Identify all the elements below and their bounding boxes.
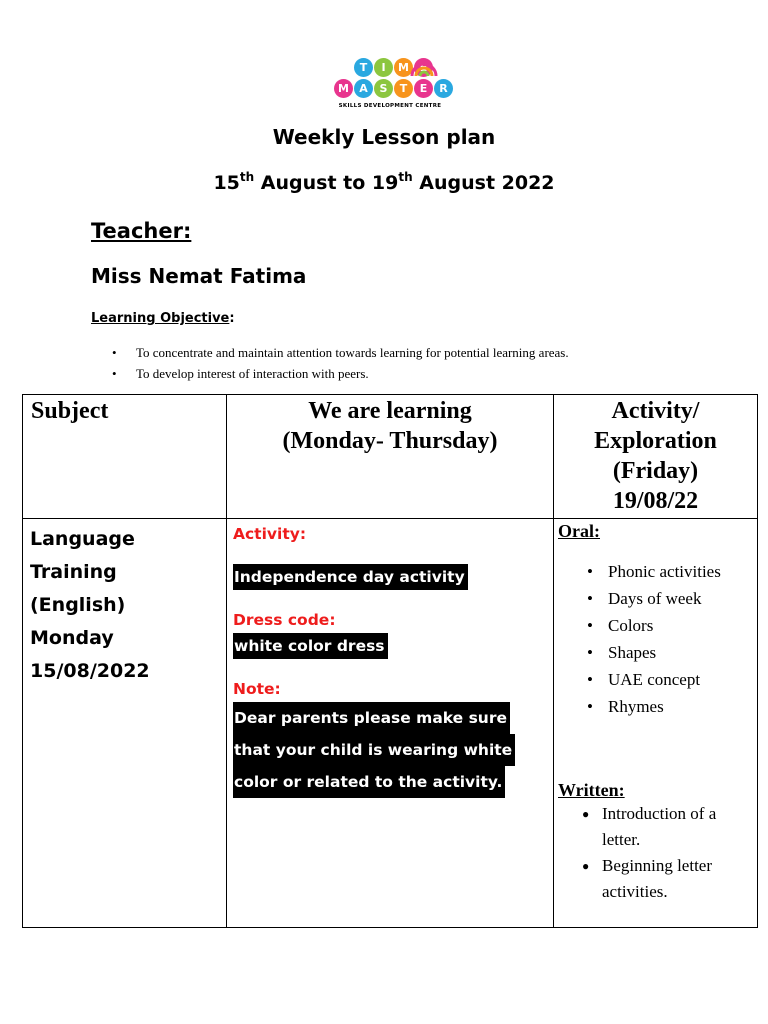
subject-line: Language <box>30 528 135 550</box>
oral-item: • Phonic activities <box>558 558 757 585</box>
subject-line: Training <box>30 561 117 583</box>
written-item <box>558 853 757 905</box>
header-activity-line: 19/08/22 <box>612 488 699 514</box>
oral-list <box>558 558 757 720</box>
header-subject <box>23 395 227 519</box>
date-start-rest: August to <box>254 172 372 194</box>
dress-code-label: Dress code: <box>233 611 336 629</box>
table-row <box>23 519 758 928</box>
date-range <box>0 172 768 194</box>
date-end-day: 19 <box>371 172 399 194</box>
header-activity-line: Activity/ <box>611 398 700 424</box>
date-start-day: 15 <box>213 172 240 194</box>
written-list <box>558 801 757 905</box>
written-item-line: ● Beginning letter <box>602 856 713 875</box>
activity-text: Independence day activity <box>233 564 468 590</box>
learning-cell <box>227 519 554 928</box>
subject-line: (English) <box>30 594 126 616</box>
teacher-name: Miss Nemat Fatima <box>91 264 307 288</box>
subject-cell <box>23 519 227 928</box>
teacher-label: Teacher: <box>91 219 192 243</box>
table-header-row <box>23 395 758 519</box>
oral-item: • Rhymes <box>558 693 757 720</box>
written-item <box>558 801 757 853</box>
date-end-suffix: th <box>398 170 413 184</box>
objective-list <box>108 344 569 386</box>
logo-tagline: SKILLS DEVELOPMENT CENTRE <box>338 103 442 109</box>
date-end-rest: August 2022 <box>412 172 555 194</box>
learning-objective-colon: : <box>229 311 235 326</box>
written-item-line: ● Introduction of a <box>602 804 717 823</box>
date-start-suffix: th <box>239 170 255 184</box>
dress-code-text: white color dress <box>233 633 388 659</box>
header-learning-line: (Monday- Thursday) <box>282 428 498 454</box>
logo-letter: E <box>414 79 433 98</box>
logo-letter: M <box>334 79 353 98</box>
header-learning-line: We are learning <box>308 398 472 424</box>
header-activity-line: (Friday) <box>612 458 699 484</box>
learning-objective-label <box>91 311 235 326</box>
logo-letter: I <box>374 58 393 77</box>
header-activity-line: Exploration <box>594 428 717 454</box>
logo-letter: A <box>354 79 373 98</box>
note-line: color or related to the activity. <box>233 766 505 798</box>
logo-letter: M <box>394 58 413 77</box>
learning-objective-text: Learning Objective <box>91 311 230 326</box>
subject-line: Monday <box>30 627 114 649</box>
logo-letter: S <box>374 79 393 98</box>
written-item-line: activities. <box>602 882 668 901</box>
lesson-table <box>22 394 758 928</box>
activity-cell <box>554 519 758 928</box>
note-label: Note: <box>233 680 281 698</box>
objective-item: • To develop interest of interaction with peers. <box>108 365 569 386</box>
oral-item: • Colors <box>558 612 757 639</box>
objective-item: • To concentrate and maintain attention towards learning for potential learning areas. <box>108 344 569 365</box>
logo-letter: R <box>434 79 453 98</box>
note-line: Dear parents please make sure <box>233 702 510 734</box>
header-subject-text: Subject <box>31 398 109 424</box>
note-line: that your child is wearing white <box>233 734 515 766</box>
logo-letter: E <box>414 58 433 77</box>
oral-item: • Days of week <box>558 585 757 612</box>
written-label: Written: <box>558 780 625 800</box>
written-item-line: letter. <box>602 830 641 849</box>
oral-label: Oral: <box>558 521 600 541</box>
header-learning <box>227 395 554 519</box>
oral-item: • UAE concept <box>558 666 757 693</box>
logo-letter: T <box>354 58 373 77</box>
rainbow-icon <box>410 60 438 76</box>
page-title: Weekly Lesson plan <box>272 125 496 149</box>
activity-label: Activity: <box>233 525 307 543</box>
time-master-logo <box>334 58 446 118</box>
logo-word-master <box>334 79 454 98</box>
subject-line: 15/08/2022 <box>30 660 150 682</box>
oral-item: • Shapes <box>558 639 757 666</box>
header-activity <box>554 395 758 519</box>
logo-letter: T <box>394 79 413 98</box>
